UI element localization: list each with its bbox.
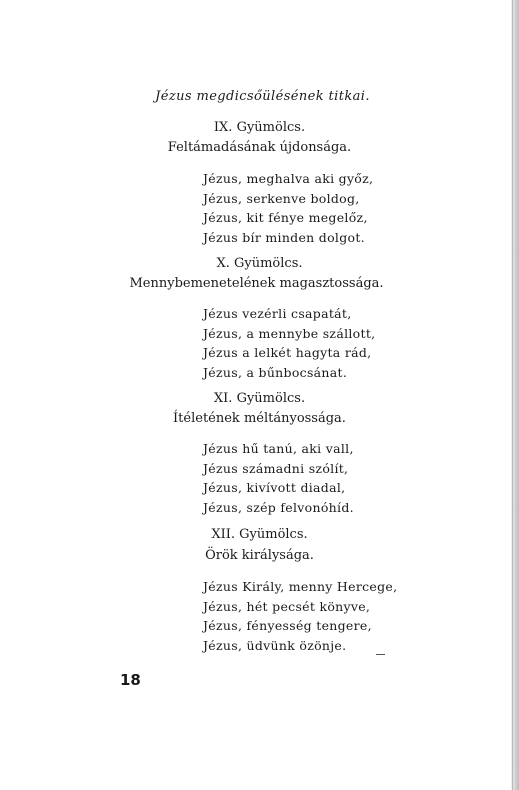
section-x-heading: X. Gyümölcs. [216,256,303,271]
section-xi-subheading: Ítéletének méltányossága. [173,411,346,426]
section-xi-stanza [203,439,354,517]
verse-line: Jézus Király, menny Hercege, [203,579,398,594]
page-number: 18 [120,671,141,689]
verse-line: Jézus, szép felvonóhíd. [203,499,354,515]
verse-line: Jézus vezérli csapatát, [203,306,352,321]
section-xi-heading: XI. Gyümölcs. [213,391,306,406]
section-ix-subheading: Feltámadásának újdonsága. [167,140,352,155]
section-x-stanza [203,304,375,382]
verse-line: Jézus, hét pecsét könyve, [203,598,371,614]
verse-line: Jézus számadni szólít, [203,460,349,476]
verse-line: Jézus bír minden dolgot. [203,229,365,245]
verse-line: Jézus, meghalva aki győz, [203,171,374,186]
verse-line: Jézus a lelkét hagyta rád, [203,345,372,360]
verse-line: Jézus, serkenve boldog, [203,190,360,206]
verse-line: Jézus, kivívott diadal, [203,480,346,495]
verse-line: Jézus, kit fénye megelőz, [203,210,368,225]
section-ix-heading: IX. Gyümölcs. [213,120,306,135]
section-x-subheading: Mennybemenetelének magasztossága. [129,276,384,291]
verse-line: Jézus, a bűnbocsánat. [203,364,348,380]
section-xii-subheading: Örök királysága. [205,548,314,563]
print-speck [376,654,385,655]
verse-line: Jézus, fényesség tengere, [203,618,372,633]
verse-line: Jézus, üdvünk özönje. [203,637,347,653]
verse-line: Jézus hű tanú, aki vall, [203,441,354,456]
section-xii-heading: XII. Gyümölcs. [211,527,308,542]
verse-line: Jézus, a mennybe szállott, [203,325,376,341]
section-xii-stanza [203,577,397,655]
page-title: Jézus megdicsőülésének titkai. [155,89,370,104]
section-ix-stanza [203,169,373,247]
